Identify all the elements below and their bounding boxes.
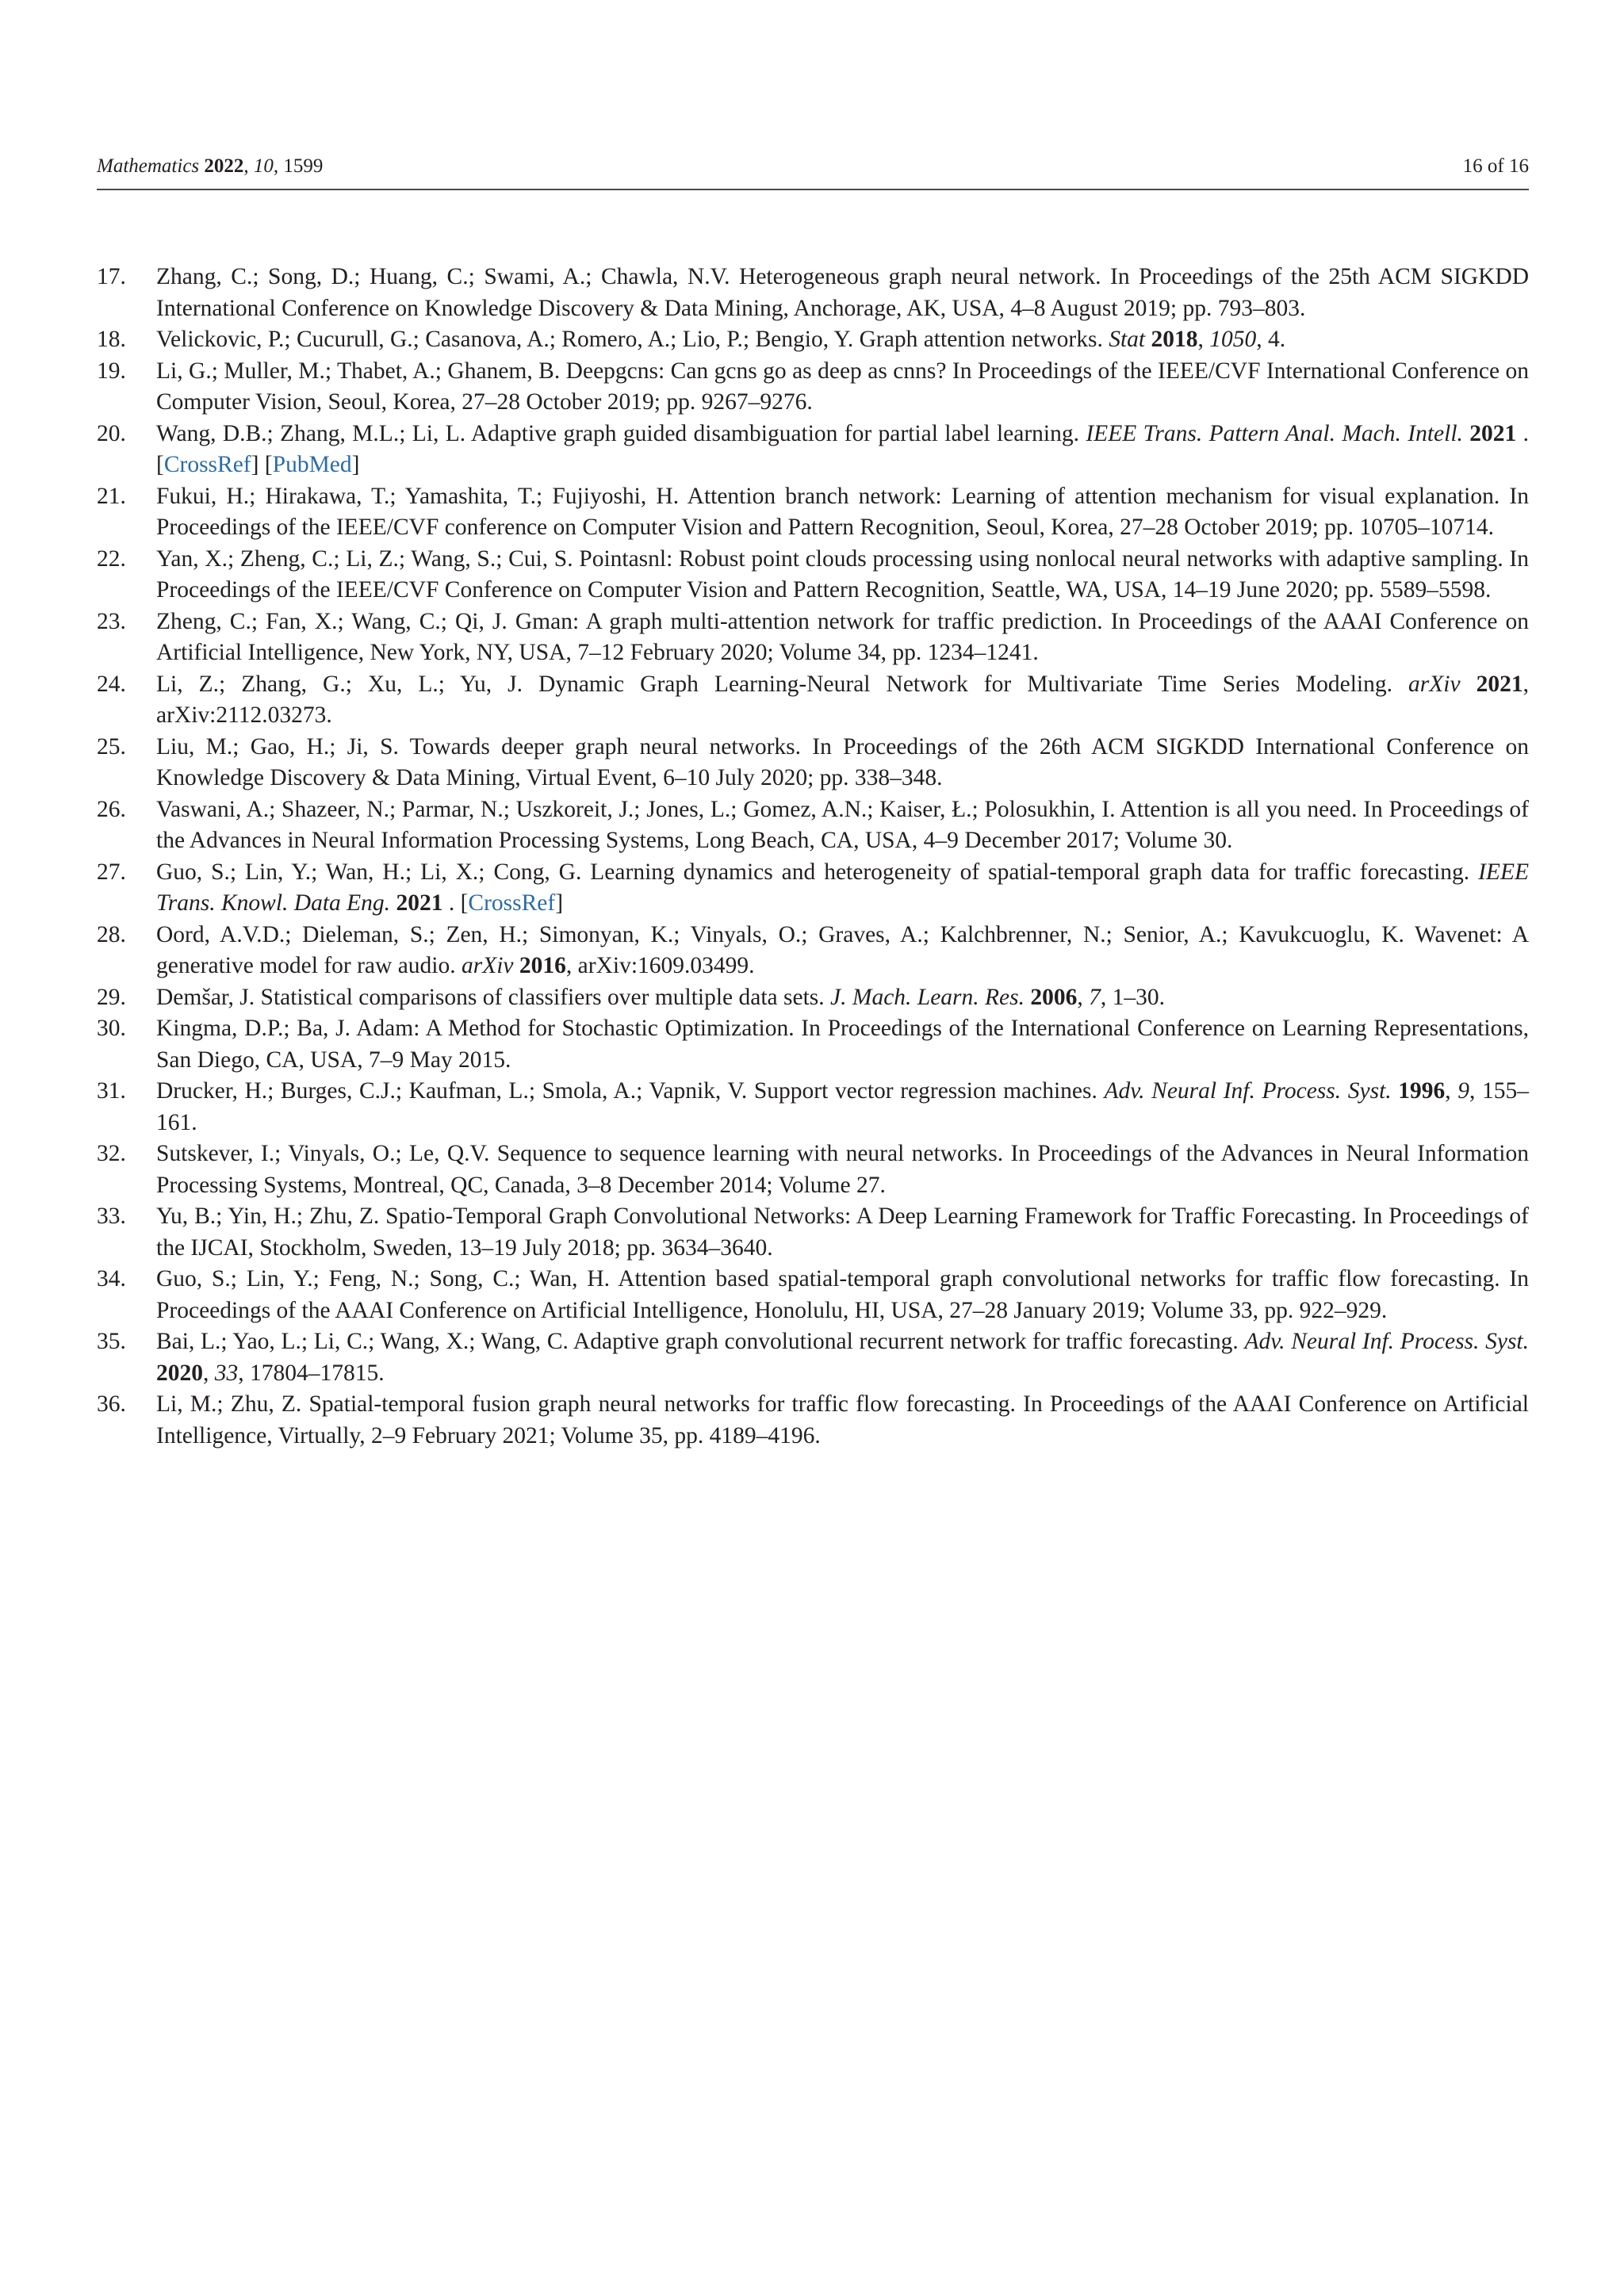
reference-segment: Fukui, H.; Hirakawa, T.; Yamashita, T.; Fujiyoshi, H. Attention branch network: Learning of attention mechanism for visual explanation. In Proceedings of the IEEE/CVF conference on Computer Vision and Pattern Recognition, Seoul, Korea, 27–28 October 2019; pp. 10705–10714. [156, 483, 1529, 540]
reference-item [97, 1138, 1529, 1201]
journal-citation: Mathematics 2022, 10, 1599 [97, 155, 324, 177]
reference-number: 18. [97, 327, 126, 352]
reference-segment: Kingma, D.P.; Ba, J. Adam: A Method for Stochastic Optimization. In Proceedings of the International Conference on Learning Representations, San Diego, CA, USA, 7–9 May 2015. [156, 1016, 1529, 1073]
reference-number: 29. [97, 984, 126, 1010]
reference-number: 23. [97, 608, 126, 634]
reference-italic: J. Mach. Learn. Res. [830, 984, 1025, 1010]
reference-number: 34. [97, 1266, 126, 1292]
reference-item [97, 324, 1529, 356]
reference-segment: Yu, B.; Yin, H.; Zhu, Z. Spatio-Temporal Graph Convolutional Networks: A Deep Learning Framework for Traffic Forecasting. In Proceedings of the IJCAI, Stockholm, Sweden, 13–19 July 2018; pp. 3634–3640. [156, 1203, 1529, 1261]
reference-item [97, 544, 1529, 607]
reference-text [156, 264, 1529, 321]
reference-year: 2021 [1469, 420, 1517, 446]
reference-italic: Adv. Neural Inf. Process. Syst. [1104, 1078, 1392, 1104]
reference-number: 27. [97, 859, 126, 885]
reference-text [156, 672, 1529, 729]
reference-segment: , 1–30. [1100, 984, 1165, 1010]
reference-item [97, 356, 1529, 419]
reference-segment: , [1077, 984, 1090, 1010]
reference-item [97, 1264, 1529, 1326]
page-header [97, 149, 1529, 190]
reference-segment: Bai, L.; Yao, L.; Li, C.; Wang, X.; Wang, C. Adaptive graph convolutional recurrent network for traffic forecasting. [156, 1329, 1245, 1354]
reference-italic: 1050 [1209, 327, 1257, 352]
reference-number: 17. [97, 264, 126, 289]
reference-italic: 33 [214, 1360, 239, 1386]
reference-item [97, 419, 1529, 481]
reference-number: 19. [97, 358, 126, 384]
reference-italic: 9 [1457, 1078, 1470, 1104]
reference-segment: Sutskever, I.; Vinyals, O.; Le, Q.V. Sequence to sequence learning with neural networks. In Proceedings of the Advances in Neural Information Processing Systems, Montreal, QC, Canada, 3–8 December 2014; Volume 27. [156, 1141, 1529, 1198]
reference-text [156, 859, 1529, 916]
reference-year: 2021 [396, 890, 443, 916]
reference-number: 35. [97, 1329, 126, 1354]
reference-segment: Li, Z.; Zhang, G.; Xu, L.; Yu, J. Dynamic Graph Learning-Neural Network for Multivariate Time Series Modeling. [156, 671, 1409, 697]
reference-segment: Li, M.; Zhu, Z. Spatial-temporal fusion graph neural networks for traffic flow forecasting. In Proceedings of the AAAI Conference on Artificial Intelligence, Virtually, 2–9 February 2021; Volume 35, pp. 4189–4196. [156, 1391, 1529, 1448]
reference-segment: , [203, 1360, 215, 1386]
reference-year: 2018 [1151, 327, 1198, 352]
reference-segment: , 155–161. [156, 1078, 1530, 1135]
reference-list [97, 262, 1529, 1452]
reference-item [97, 794, 1529, 857]
crossref-link[interactable]: CrossRef [163, 452, 251, 477]
journal-volume: 10 [253, 155, 274, 177]
reference-number: 20. [97, 420, 126, 446]
reference-segment [1392, 1078, 1399, 1104]
reference-segment: Li, G.; Muller, M.; Thabet, A.; Ghanem, B. Deepgcns: Can gcns go as deep as cnns? In Proceedings of the IEEE/CVF International Conference on Computer Vision, Seoul, Korea, 27–28 October 2019; pp. 9267–9276. [156, 358, 1529, 415]
journal-name: Mathematics [97, 155, 200, 177]
reference-item [97, 1326, 1529, 1389]
reference-segment: , [1197, 327, 1210, 352]
reference-year: 1996 [1398, 1078, 1446, 1104]
reference-number: 32. [97, 1141, 126, 1166]
reference-italic: Adv. Neural Inf. Process. Syst. [1244, 1329, 1529, 1354]
reference-item [97, 669, 1529, 732]
reference-segment: ] [ [251, 452, 273, 477]
reference-text [156, 1141, 1529, 1198]
reference-number: 36. [97, 1391, 126, 1417]
reference-text [156, 985, 1165, 1010]
reference-number: 25. [97, 733, 126, 760]
reference-number: 33. [97, 1203, 126, 1229]
pubmed-link[interactable]: PubMed [272, 452, 352, 477]
reference-segment [1461, 672, 1477, 697]
article-number: 1599 [283, 155, 324, 177]
reference-text [156, 922, 1529, 979]
reference-segment [514, 953, 519, 978]
reference-text [156, 1266, 1529, 1323]
reference-item [97, 857, 1529, 920]
reference-segment: Liu, M.; Gao, H.; Ji, S. Towards deeper graph neural networks. In Proceedings of the 26th ACM SIGKDD International Conference on Knowledge Discovery & Data Mining, Virtual Event, 6–10 July 2020; pp. 338–348. [156, 733, 1529, 790]
reference-text [156, 609, 1529, 666]
reference-year: 2021 [1476, 671, 1523, 697]
reference-year: 2020 [156, 1360, 203, 1386]
reference-text [156, 358, 1529, 415]
reference-year: 2016 [519, 953, 566, 978]
reference-segment: , arXiv:2112.03273. [156, 671, 1530, 728]
crossref-link[interactable]: CrossRef [468, 890, 556, 916]
reference-segment: , 17804–17815. [238, 1360, 385, 1386]
reference-italic: arXiv [1408, 671, 1461, 697]
reference-text [156, 1391, 1529, 1448]
reference-segment: Velickovic, P.; Cucurull, G.; Casanova, A.; Romero, A.; Lio, P.; Bengio, Y. Graph attention networks. [156, 327, 1109, 352]
reference-segment: . [ [442, 890, 469, 916]
reference-segment: Zhang, C.; Song, D.; Huang, C.; Swami, A.; Chawla, N.V. Heterogeneous graph neural network. In Proceedings of the 25th ACM SIGKDD International Conference on Knowledge Discovery & Data Mining, Anchorage, AK, USA, 4–8 August 2019; pp. 793–803. [156, 264, 1529, 321]
reference-segment: Drucker, H.; Burges, C.J.; Kaufman, L.; Smola, A.; Vapnik, V. Support vector regression machines. [156, 1078, 1105, 1104]
reference-segment: Wang, D.B.; Zhang, M.L.; Li, L. Adaptive graph guided disambiguation for partial label learning. [156, 420, 1086, 446]
reference-text [156, 327, 1285, 352]
reference-segment: , [1445, 1078, 1458, 1104]
reference-item [97, 920, 1529, 982]
reference-number: 26. [97, 796, 126, 822]
reference-text [156, 1016, 1529, 1073]
reference-italic: IEEE Trans. Knowl. Data Eng. [156, 859, 1529, 916]
reference-item [97, 1201, 1529, 1264]
reference-number: 22. [97, 545, 126, 572]
reference-number: 30. [97, 1016, 126, 1041]
reference-text [156, 1078, 1529, 1135]
journal-year: 2022 [204, 155, 244, 177]
reference-text [156, 421, 1529, 478]
reference-item [97, 1013, 1529, 1076]
reference-item [97, 1076, 1529, 1138]
reference-item [97, 481, 1529, 544]
reference-year: 2006 [1030, 984, 1078, 1010]
page-number: 16 of 16 [1462, 155, 1529, 177]
reference-number: 21. [97, 483, 126, 509]
reference-number: 24. [97, 671, 126, 697]
reference-segment: Vaswani, A.; Shazeer, N.; Parmar, N.; Uszkoreit, J.; Jones, L.; Gomez, A.N.; Kaiser, Ł.; Polosukhin, I. Attention is all you need. In Proceedings of the Advances in Neural Information Processing Systems, Long Beach, CA, USA, 4–9 December 2017; Volume 30. [156, 796, 1529, 853]
reference-segment: , 4. [1256, 327, 1286, 352]
reference-segment: ] [351, 452, 360, 477]
reference-segment: , arXiv:1609.03499. [565, 953, 755, 978]
reference-item [97, 607, 1529, 669]
reference-italic: arXiv [461, 953, 514, 978]
reference-segment: Demšar, J. Statistical comparisons of classifiers over multiple data sets. [156, 984, 831, 1010]
reference-text [156, 1203, 1529, 1261]
reference-italic: IEEE Trans. Pattern Anal. Mach. Intell. [1086, 420, 1463, 446]
reference-item [97, 732, 1529, 794]
reference-segment: Guo, S.; Lin, Y.; Feng, N.; Song, C.; Wan, H. Attention based spatial-temporal graph convolutional networks for traffic flow forecasting. In Proceedings of the AAAI Conference on Artificial Intelligence, Honolulu, HI, USA, 27–28 January 2019; Volume 33, pp. 922–929. [156, 1266, 1529, 1323]
reference-text [156, 484, 1529, 541]
reference-number: 28. [97, 921, 126, 947]
reference-text [156, 1329, 1529, 1386]
reference-segment: Oord, A.V.D.; Dieleman, S.; Zen, H.; Simonyan, K.; Vinyals, O.; Graves, A.; Kalchbrenner, N.; Senior, A.; Kavukcuoglu, K. Wavenet: A generative model for raw audio. [156, 921, 1529, 978]
reference-italic: 7 [1089, 984, 1101, 1010]
reference-item [97, 1389, 1529, 1452]
reference-segment: Guo, S.; Lin, Y.; Wan, H.; Li, X.; Cong, G. Learning dynamics and heterogeneity of spatial-temporal graph data for traffic forecasting. [156, 859, 1479, 885]
reference-italic: Stat [1109, 327, 1146, 352]
reference-item [97, 982, 1529, 1014]
reference-segment: . [ [156, 420, 1530, 477]
reference-text [156, 546, 1529, 603]
reference-number: 31. [97, 1078, 126, 1104]
reference-text [156, 734, 1529, 791]
reference-item [97, 262, 1529, 324]
reference-segment: ] [555, 890, 564, 916]
reference-segment: Zheng, C.; Fan, X.; Wang, C.; Qi, J. Gman: A graph multi-attention network for traffic prediction. In Proceedings of the AAAI Conference on Artificial Intelligence, New York, NY, USA, 7–12 February 2020; Volume 34, pp. 1234–1241. [156, 608, 1529, 665]
reference-text [156, 797, 1529, 854]
reference-segment: Yan, X.; Zheng, C.; Li, Z.; Wang, S.; Cui, S. Pointasnl: Robust point clouds processing using nonlocal neural networks with adaptive sampling. In Proceedings of the IEEE/CVF Conference on Computer Vision and Pattern Recognition, Seattle, WA, USA, 14–19 June 2020; pp. 5589–5598. [156, 545, 1529, 603]
